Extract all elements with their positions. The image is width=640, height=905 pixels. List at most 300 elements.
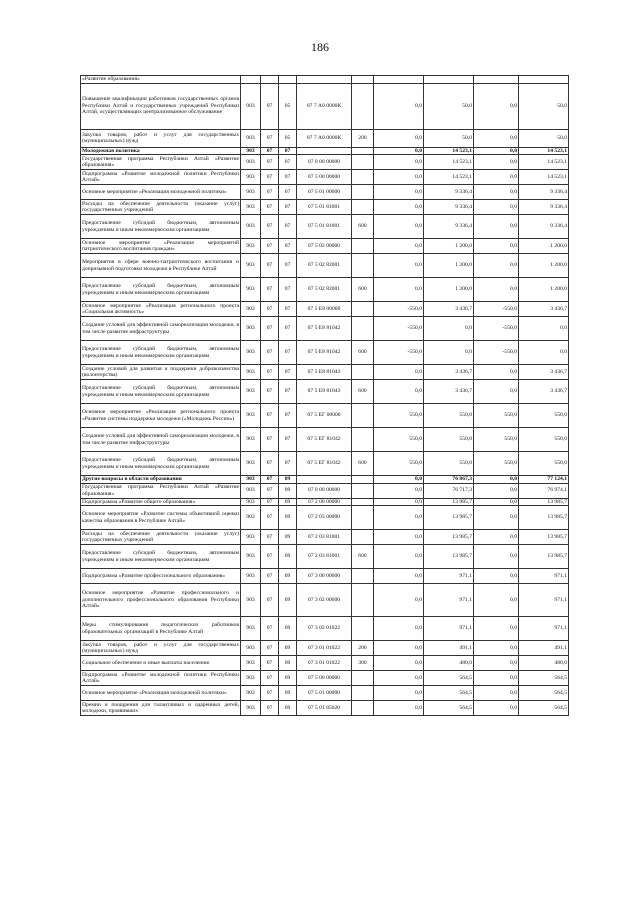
target-article: 07 7 А0 0000К: [297, 83, 352, 129]
expense-type: [352, 701, 374, 716]
target-article: 07 2 03 81001: [297, 545, 352, 569]
target-article: 07 2 03 81001: [297, 530, 352, 545]
expense-type: [352, 617, 374, 641]
table-row: [81, 215, 569, 239]
amount-change-2: 0,0: [474, 365, 519, 380]
row-name: Подпрограмма «Развитие общего образования»: [81, 498, 241, 506]
expense-type: 600: [352, 452, 374, 476]
table-row: [81, 83, 569, 129]
ministry-code: 903: [241, 545, 261, 569]
row-name: Основное мероприятие «Развитие профессионального и дополнительного профессионального образования Республики Алтай»: [81, 584, 241, 617]
amount-total-2: 14 523,1: [519, 170, 569, 185]
subsection-code: 07: [279, 278, 297, 302]
row-name: Подпрограмма «Развитие молодежной политики Республики Алтай»: [82, 170, 239, 183]
subsection-code: 09: [279, 506, 297, 530]
amount-change-2: -550,0: [474, 302, 519, 317]
amount-total: 13 985,7: [424, 506, 474, 530]
row-name: Премии и поощрения для талантливых и одаренных детей, молодежи, проявивших: [82, 701, 239, 714]
section-code: 07: [261, 341, 279, 365]
table-row: [81, 476, 569, 484]
amount-total: 14 523,1: [424, 155, 474, 170]
amount-change: 550,0: [374, 452, 424, 476]
expense-type: 300: [352, 656, 374, 671]
ministry-code: 903: [241, 239, 261, 254]
target-article: 07 5 ЕГ 81042: [297, 452, 352, 476]
table-row: [81, 365, 569, 380]
target-article: 07 5 02 82001: [297, 254, 352, 278]
section-code: 07: [261, 656, 279, 671]
target-article: 07 0 00 00000: [297, 155, 352, 170]
ministry-code: 903: [241, 302, 261, 317]
amount-change-2: 0,0: [474, 83, 519, 129]
amount-change-2: 0,0: [474, 200, 519, 215]
amount-change-2: 0,0: [474, 215, 519, 239]
target-article: 07 5 01 81001: [297, 200, 352, 215]
amount-change-2: 0,0: [474, 278, 519, 302]
ministry-code: 903: [241, 483, 261, 498]
table-row: [81, 483, 569, 498]
ministry-code: 903: [241, 617, 261, 641]
amount-total: 76 717,3: [424, 483, 474, 498]
amount-total-2: 1 200,0: [519, 254, 569, 278]
subsection-code: 07: [279, 215, 297, 239]
amount-change: 0,0: [374, 584, 424, 617]
amount-total-2: 76 974,1: [519, 483, 569, 498]
section-code: 07: [261, 701, 279, 716]
amount-change: 0,0: [374, 701, 424, 716]
target-article: 07 5 Е8 81042: [297, 341, 352, 365]
ministry-code: 903: [241, 569, 261, 584]
amount-change-2: 0,0: [474, 155, 519, 170]
table-row: [81, 506, 569, 530]
section-code: 07: [261, 129, 279, 147]
amount-change-2: 0,0: [474, 170, 519, 185]
expense-type: [352, 498, 374, 506]
ministry-code: 903: [241, 641, 261, 656]
target-article: 07 3 01 01022: [297, 656, 352, 671]
subsection-code: 09: [279, 617, 297, 641]
amount-total: 9 336,4: [424, 215, 474, 239]
amount-change-2: 0,0: [474, 129, 519, 147]
amount-total: 1 200,0: [424, 278, 474, 302]
row-name: Молодежная политика: [81, 147, 241, 155]
amount-total: 3 436,7: [424, 302, 474, 317]
target-article: [297, 147, 352, 155]
amount-total-2: 0,0: [519, 341, 569, 365]
amount-change-2: 550,0: [474, 428, 519, 452]
expense-type: 200: [352, 641, 374, 656]
amount-total-2: 0,0: [519, 317, 569, 341]
target-article: 07 3 02 00000: [297, 584, 352, 617]
section-code: 07: [261, 317, 279, 341]
amount-change: 0,0: [374, 215, 424, 239]
subsection-code: 09: [279, 656, 297, 671]
ministry-code: 903: [241, 83, 261, 129]
subsection-code: 09: [279, 641, 297, 656]
amount-total-2: 971,1: [519, 617, 569, 641]
amount-total-2: 14 523,1: [519, 147, 569, 155]
amount-change: 0,0: [374, 498, 424, 506]
table-row: [81, 671, 569, 686]
amount-change: 0,0: [374, 671, 424, 686]
expense-type: [352, 317, 374, 341]
amount-change: -550,0: [374, 341, 424, 365]
ministry-code: 903: [241, 404, 261, 428]
amount-total: 1 200,0: [424, 239, 474, 254]
expense-type: [352, 671, 374, 686]
target-article: 07 2 00 00000: [297, 498, 352, 506]
section-code: 07: [261, 254, 279, 278]
amount-total-2: 14 523,1: [519, 155, 569, 170]
amount-change-2: [474, 76, 519, 84]
row-name: Государственная программа Республики Алтай «Развитие образования»: [82, 155, 239, 168]
amount-change: 0,0: [374, 129, 424, 147]
amount-total-2: [519, 76, 569, 84]
row-name: Создание условий для эффективной самореализации молодежи, в том числе развитие инфраструктуры: [81, 428, 241, 452]
section-code: 07: [261, 483, 279, 498]
amount-change: -550,0: [374, 317, 424, 341]
subsection-code: 09: [279, 701, 297, 716]
amount-change-2: 550,0: [474, 404, 519, 428]
amount-total-2: 50,0: [519, 129, 569, 147]
ministry-code: 903: [241, 428, 261, 452]
section-code: 07: [261, 147, 279, 155]
subsection-code: 09: [279, 545, 297, 569]
amount-change-2: 0,0: [474, 671, 519, 686]
ministry-code: 903: [241, 215, 261, 239]
subsection-code: 07: [279, 452, 297, 476]
ministry-code: 903: [241, 317, 261, 341]
amount-total-2: 550,0: [519, 452, 569, 476]
section-code: 07: [261, 671, 279, 686]
subsection-code: 07: [279, 317, 297, 341]
amount-total-2: 550,0: [519, 428, 569, 452]
amount-total: 3 436,7: [424, 365, 474, 380]
row-name: Закупка товаров, работ и услуг для государственных (муниципальных) нужд: [81, 129, 241, 147]
ministry-code: 903: [241, 686, 261, 701]
table-row: [81, 641, 569, 656]
table-row: [81, 76, 569, 84]
section-code: 07: [261, 365, 279, 380]
subsection-code: 07: [279, 170, 297, 185]
amount-total: 971,1: [424, 584, 474, 617]
target-article: 07 5 ЕГ 81042: [297, 428, 352, 452]
section-code: 07: [261, 476, 279, 484]
section-code: 07: [261, 641, 279, 656]
amount-change: 0,0: [374, 569, 424, 584]
amount-total-2: 971,1: [519, 584, 569, 617]
table-row: [81, 584, 569, 617]
amount-change-2: -550,0: [474, 317, 519, 341]
expense-type: [352, 569, 374, 584]
amount-total: 491,1: [424, 641, 474, 656]
ministry-code: 903: [241, 365, 261, 380]
section-code: 07: [261, 498, 279, 506]
amount-change: 0,0: [374, 476, 424, 484]
subsection-code: 07: [279, 254, 297, 278]
expense-type: 600: [352, 545, 374, 569]
amount-total-2: 77 124,1: [519, 476, 569, 484]
expense-type: [352, 530, 374, 545]
subsection-code: [279, 76, 297, 84]
amount-change-2: 0,0: [474, 545, 519, 569]
amount-total: 9 336,4: [424, 185, 474, 200]
ministry-code: 903: [241, 254, 261, 278]
expense-type: [352, 506, 374, 530]
amount-total-2: 564,5: [519, 671, 569, 686]
target-article: 07 5 Е8 81043: [297, 380, 352, 404]
amount-total: 550,0: [424, 428, 474, 452]
amount-change-2: 0,0: [474, 656, 519, 671]
amount-change-2: 0,0: [474, 239, 519, 254]
amount-change: 0,0: [374, 83, 424, 129]
amount-change-2: 0,0: [474, 530, 519, 545]
amount-change: 0,0: [374, 239, 424, 254]
ministry-code: 903: [241, 341, 261, 365]
ministry-code: 903: [241, 147, 261, 155]
amount-total: 1 200,0: [424, 254, 474, 278]
row-name: Предоставление субсидий бюджетным, автономным учреждениям и иным некоммерческим организациям: [81, 341, 241, 365]
target-article: [297, 476, 352, 484]
target-article: 07 5 01 85020: [297, 701, 352, 716]
expense-type: [352, 83, 374, 129]
target-article: 07 7 А0 0000К: [297, 129, 352, 147]
expense-type: [352, 254, 374, 278]
row-name: «Развитие образования»: [81, 76, 241, 84]
subsection-code: 09: [279, 584, 297, 617]
amount-change: 0,0: [374, 380, 424, 404]
ministry-code: 903: [241, 584, 261, 617]
section-code: 07: [261, 215, 279, 239]
expense-type: [352, 76, 374, 84]
amount-total: 564,5: [424, 686, 474, 701]
amount-total: 76 867,3: [424, 476, 474, 484]
table-row: [81, 341, 569, 365]
target-article: 07 5 01 81001: [297, 215, 352, 239]
amount-change: -550,0: [374, 302, 424, 317]
ministry-code: 903: [241, 185, 261, 200]
amount-total: 971,1: [424, 569, 474, 584]
amount-change: 0,0: [374, 641, 424, 656]
subsection-code: 07: [279, 428, 297, 452]
section-code: 07: [261, 506, 279, 530]
target-article: 07 5 01 00000: [297, 185, 352, 200]
expense-type: [352, 483, 374, 498]
expense-type: 600: [352, 380, 374, 404]
row-name: Основное мероприятие «Реализация молодежной политики»: [81, 686, 241, 701]
amount-total: 564,5: [424, 671, 474, 686]
ministry-code: 903: [241, 671, 261, 686]
section-code: [261, 76, 279, 84]
table-row: [81, 129, 569, 147]
target-article: 07 0 00 00000: [297, 483, 352, 498]
table-row: [81, 428, 569, 452]
row-name: Создание условий для эффективной самореализации молодежи, в том числе развитие инфраструктуры: [81, 317, 241, 341]
amount-total-2: 13 985,7: [519, 530, 569, 545]
section-code: 07: [261, 302, 279, 317]
amount-total: 14 523,1: [424, 170, 474, 185]
amount-total: 0,0: [424, 317, 474, 341]
amount-change: 0,0: [374, 170, 424, 185]
target-article: 07 5 Е8 00000: [297, 302, 352, 317]
budget-table: [80, 75, 569, 716]
row-name: Предоставление субсидий бюджетным, автономным учреждениям и иным некоммерческим организациям: [81, 215, 241, 239]
amount-total: 564,5: [424, 701, 474, 716]
amount-total: 13 985,7: [424, 545, 474, 569]
amount-total-2: 971,1: [519, 569, 569, 584]
section-code: 07: [261, 185, 279, 200]
target-article: 07 5 00 00000: [297, 671, 352, 686]
amount-total-2: 50,0: [519, 83, 569, 129]
row-name: Меры стимулирования педагогических работников образовательных организаций в Республике Алтай: [81, 617, 241, 641]
ministry-code: 903: [241, 200, 261, 215]
amount-total: 50,0: [424, 129, 474, 147]
amount-change-2: 0,0: [474, 147, 519, 155]
ministry-code: 903: [241, 452, 261, 476]
table-row: [81, 147, 569, 155]
amount-change-2: 0,0: [474, 476, 519, 484]
amount-total: 550,0: [424, 452, 474, 476]
expense-type: 600: [352, 278, 374, 302]
row-name: Расходы на обеспечение деятельности (оказание услуг) государственных учреждений: [82, 200, 239, 213]
table-row: [81, 278, 569, 302]
amount-total: 13 985,7: [424, 530, 474, 545]
subsection-code: 07: [279, 380, 297, 404]
amount-total-2: 13 985,7: [519, 498, 569, 506]
amount-total-2: 1 200,0: [519, 278, 569, 302]
section-code: 07: [261, 428, 279, 452]
table-row: [81, 545, 569, 569]
amount-change-2: 550,0: [474, 452, 519, 476]
expense-type: [352, 365, 374, 380]
table-row: [81, 498, 569, 506]
amount-change: 0,0: [374, 617, 424, 641]
row-name: Предоставление субсидий бюджетным, автономным учреждениям и иным некоммерческим организациям: [81, 545, 241, 569]
ministry-code: 903: [241, 170, 261, 185]
amount-change-2: 0,0: [474, 254, 519, 278]
row-name: Основное мероприятие «Реализация регионального проекта «Развитие системы поддержки молодежи («Молодежь России»): [81, 404, 241, 428]
section-code: 07: [261, 380, 279, 404]
section-code: 07: [261, 530, 279, 545]
row-name: Подпрограмма «Развитие молодежной политики Республики Алтай»: [82, 671, 239, 684]
amount-total-2: 9 336,4: [519, 185, 569, 200]
section-code: 07: [261, 617, 279, 641]
amount-change: 550,0: [374, 404, 424, 428]
row-name: Предоставление субсидий бюджетным, автономным учреждениям и иным некоммерческим организациям: [81, 452, 241, 476]
target-article: 07 5 02 00000: [297, 239, 352, 254]
row-name: Другие вопросы в области образования: [81, 476, 241, 484]
ministry-code: 903: [241, 476, 261, 484]
amount-total-2: 9 336,4: [519, 215, 569, 239]
amount-total: 550,0: [424, 404, 474, 428]
amount-change-2: 0,0: [474, 701, 519, 716]
amount-total: 50,0: [424, 83, 474, 129]
section-code: 07: [261, 239, 279, 254]
ministry-code: 903: [241, 498, 261, 506]
target-article: 07 3 02 01022: [297, 617, 352, 641]
amount-total: 0,0: [424, 341, 474, 365]
expense-type: [352, 476, 374, 484]
subsection-code: 07: [279, 200, 297, 215]
subsection-code: 07: [279, 147, 297, 155]
table-row: [81, 686, 569, 701]
section-code: 07: [261, 584, 279, 617]
table-row: [81, 239, 569, 254]
amount-change-2: 0,0: [474, 498, 519, 506]
ministry-code: 903: [241, 278, 261, 302]
amount-change-2: 0,0: [474, 569, 519, 584]
expense-type: [352, 200, 374, 215]
expense-type: [352, 428, 374, 452]
amount-total-2: 564,5: [519, 686, 569, 701]
amount-total-2: 1 200,0: [519, 239, 569, 254]
subsection-code: 07: [279, 404, 297, 428]
table-row: [81, 617, 569, 641]
subsection-code: 09: [279, 686, 297, 701]
row-name: Расходы на обеспечение деятельности (оказание услуг) государственных учреждений: [82, 530, 239, 543]
expense-type: [352, 147, 374, 155]
amount-change: 0,0: [374, 365, 424, 380]
amount-total-2: 3 436,7: [519, 380, 569, 404]
expense-type: [352, 686, 374, 701]
row-name: Государственная программа Республики Алтай «Развитие образования»: [82, 484, 239, 497]
amount-change: 0,0: [374, 545, 424, 569]
row-name: Создание условий для развития и поддержки добровольчества (волонтерства): [82, 365, 239, 378]
section-code: 07: [261, 155, 279, 170]
row-name: Предоставление субсидий бюджетным, автономным учреждениям и иным некоммерческим организациям: [81, 380, 241, 404]
amount-change: 0,0: [374, 200, 424, 215]
amount-change: 0,0: [374, 185, 424, 200]
amount-change: 0,0: [374, 506, 424, 530]
amount-change: 0,0: [374, 483, 424, 498]
amount-change: 0,0: [374, 254, 424, 278]
page-number: 186: [311, 40, 329, 54]
amount-total-2: 491,1: [519, 641, 569, 656]
target-article: 07 5 01 00000: [297, 686, 352, 701]
amount-total: 13 985,7: [424, 498, 474, 506]
amount-change-2: -550,0: [474, 341, 519, 365]
table-row: [81, 254, 569, 278]
table-row: [81, 302, 569, 317]
expense-type: [352, 185, 374, 200]
amount-total-2: 3 436,7: [519, 302, 569, 317]
target-article: [297, 76, 352, 84]
table-row: [81, 404, 569, 428]
subsection-code: 05: [279, 83, 297, 129]
amount-change-2: 0,0: [474, 506, 519, 530]
amount-total: 3 436,7: [424, 380, 474, 404]
section-code: 07: [261, 545, 279, 569]
section-code: 07: [261, 452, 279, 476]
expense-type: 200: [352, 129, 374, 147]
expense-type: [352, 404, 374, 428]
amount-total-2: 550,0: [519, 404, 569, 428]
expense-type: 600: [352, 341, 374, 365]
row-name: Повышение квалификации работников государственных органов Республики Алтай и государственных учреждений Республики Алтай, осуществляющих централизованное обслуживание: [81, 83, 241, 129]
subsection-code: 09: [279, 483, 297, 498]
section-code: 07: [261, 278, 279, 302]
amount-total: 971,1: [424, 617, 474, 641]
amount-total: 14 523,1: [424, 147, 474, 155]
amount-total-2: 480,0: [519, 656, 569, 671]
target-article: 07 3 00 00000: [297, 569, 352, 584]
subsection-code: 09: [279, 569, 297, 584]
amount-change: 0,0: [374, 147, 424, 155]
amount-change: 550,0: [374, 428, 424, 452]
amount-total: 480,0: [424, 656, 474, 671]
section-code: 07: [261, 404, 279, 428]
target-article: 07 2 03 00000: [297, 506, 352, 530]
